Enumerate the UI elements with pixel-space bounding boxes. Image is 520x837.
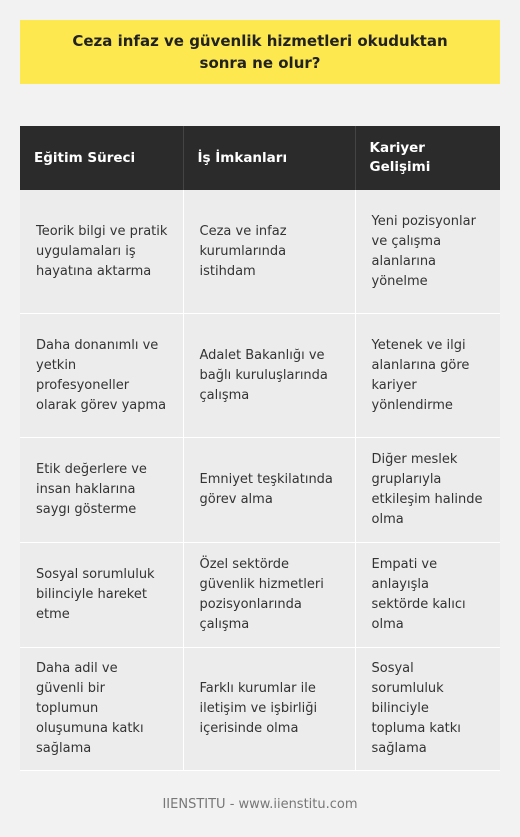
- title-banner: [20, 20, 500, 84]
- table-header-row: [20, 126, 500, 190]
- table-cell: Empati ve anlayışla sektörde kalıcı olma: [355, 543, 500, 648]
- table-cell: Sosyal sorumluluk bilinciyle topluma katkı sağlama: [355, 648, 500, 771]
- table-cell: Farklı kurumlar ile iletişim ve işbirliği içerisinde olma: [183, 648, 355, 771]
- table-row: [20, 314, 500, 438]
- table-cell: Daha adil ve güvenli bir toplumun oluşumuna katkı sağlama: [20, 648, 183, 771]
- page-title: Ceza infaz ve güvenlik hizmetleri okuduktan sonra ne olur?: [72, 32, 448, 72]
- header-is-imkanlari: İş İmkanları: [183, 126, 355, 190]
- table-cell: Etik değerlere ve insan haklarına saygı gösterme: [20, 438, 183, 543]
- table-cell: Ceza ve infaz kurumlarında istihdam: [183, 190, 355, 314]
- table-cell: Sosyal sorumluluk bilinciyle hareket etme: [20, 543, 183, 648]
- footer-credit: IIENSTITU - www.iienstitu.com: [162, 797, 358, 812]
- table-row: [20, 438, 500, 543]
- header-kariyer-gelisimi: Kariyer Gelişimi: [355, 126, 500, 190]
- table-cell: Emniyet teşkilatında görev alma: [183, 438, 355, 543]
- table-row: [20, 543, 500, 648]
- table-row: [20, 648, 500, 771]
- table-row: [20, 190, 500, 314]
- table-cell: Yeni pozisyonlar ve çalışma alanlarına yönelme: [355, 190, 500, 314]
- table-cell: Teorik bilgi ve pratik uygulamaları iş hayatına aktarma: [20, 190, 183, 314]
- header-egitim-sureci: Eğitim Süreci: [20, 126, 183, 190]
- table-cell: Diğer meslek gruplarıyla etkileşim halinde olma: [355, 438, 500, 543]
- table-cell: Özel sektörde güvenlik hizmetleri pozisyonlarında çalışma: [183, 543, 355, 648]
- table-cell: Adalet Bakanlığı ve bağlı kuruluşlarında çalışma: [183, 314, 355, 438]
- table-cell: Daha donanımlı ve yetkin profesyoneller olarak görev yapma: [20, 314, 183, 438]
- career-table: [20, 126, 500, 771]
- table-cell: Yetenek ve ilgi alanlarına göre kariyer yönlendirme: [355, 314, 500, 438]
